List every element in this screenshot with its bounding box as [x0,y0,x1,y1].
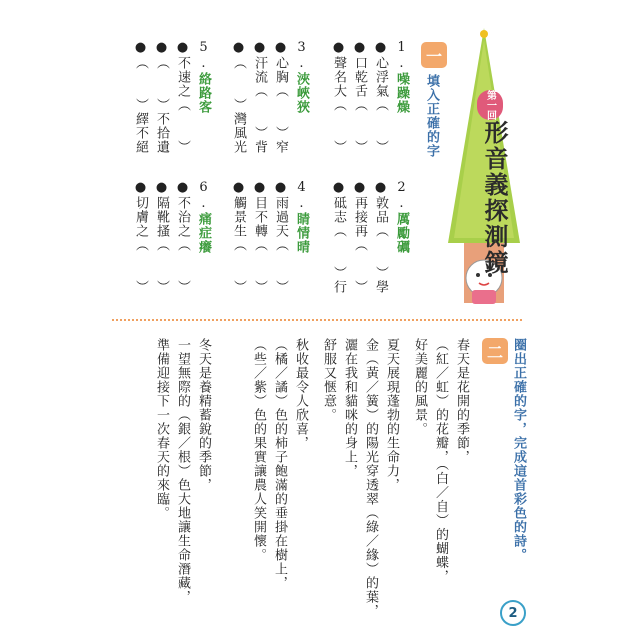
poem-line: 舒服又愜意。 [321,338,336,422]
poem-line: 冬天是養精蓄銳的季節， [196,338,211,492]
item-6-line-3: ●切膚之（ ） [133,180,148,294]
poem-line: （紅／虹）的花瓣，（白／自）的蝴蝶， [433,338,448,584]
item-5-line-1: ●不速之（ ） [175,40,190,154]
item-5-header [196,40,210,114]
item-title: 噪躁燥 [394,72,409,114]
item-3-header [294,40,308,114]
item-5-line-3: ●（ ）繹不絕 [133,40,148,154]
item-3-line-1: ●心胸（ ）窄 [273,40,288,154]
poem-line: 灑在我和貓咪的身上， [342,338,357,478]
item-6-header [196,180,210,254]
poem-line: 夏天展現蓬勃的生命力， [384,338,399,492]
episode-badge: 第一回 [477,90,503,120]
poem-line: 準備迎接下一次春天的來臨。 [154,338,169,520]
item-title: 痛症癢 [196,212,211,254]
poem-line: 春天是花開的季節， [454,338,469,464]
item-title: 厲勵礪 [394,212,409,254]
item-number: 2. [394,180,409,212]
section-divider [112,319,522,321]
page-number: 2 [500,600,526,626]
poem-line: 秋收最令人欣喜， [293,338,308,450]
item-6-line-2: ●隔靴搔（ ） [154,180,169,294]
item-title: 浹峽狹 [294,72,309,114]
item-4-line-1: ●雨過天（ ） [273,180,288,294]
item-title: 睛情晴 [294,212,309,254]
section-two-badge: 二 [482,338,508,364]
item-1-line-3: ●聲名大（ ） [331,40,346,154]
section-one-instruction: 填入正確的字 [424,74,439,158]
item-2-line-2: ●再接再（ ） [352,180,367,294]
item-number: 5. [196,40,211,72]
poem-line: 好美麗的風景。 [412,338,427,436]
item-2-line-1: ●敦品（ ）學 [373,180,388,294]
item-1-line-1: ●心浮氣（ ） [373,40,388,154]
item-number: 4. [294,180,309,212]
item-3-line-2: ●汗流（ ）背 [252,40,267,154]
poem-line: （些／紫）色的果實讓農人笑開懷。 [251,338,266,562]
item-number: 3. [294,40,309,72]
item-title: 絡路客 [196,72,211,114]
poem-line: （橘／譎）色的柿子飽滿的垂掛在樹上， [272,338,287,590]
item-number: 6. [196,180,211,212]
item-6-line-1: ●不治之（ ） [175,180,190,294]
poem-line: 金（黃／簧）的陽光穿透翠（綠／緣）的葉， [363,338,378,618]
section-two-instruction: 圈出正確的字，完成這首彩色的詩。 [511,338,526,562]
item-3-line-3: ●（ ）灣風光 [231,40,246,154]
item-4-line-2: ●目不轉（ ） [252,180,267,294]
item-1-header [394,40,408,114]
item-2-line-3: ●砥志（ ）行 [331,180,346,294]
item-4-header [294,180,308,254]
item-number: 1. [394,40,409,72]
item-5-line-2: ●（ ）不拾遺 [154,40,169,154]
section-one-badge: 一 [421,42,447,68]
item-1-line-2: ●口乾舌（ ） [352,40,367,154]
poem-line: 一望無際的（銀／根）色大地讓生命潛藏， [175,338,190,604]
page-title: 形音義探測鏡 [480,120,508,276]
item-2-header [394,180,408,254]
item-4-line-3: ●觸景生（ ） [231,180,246,294]
